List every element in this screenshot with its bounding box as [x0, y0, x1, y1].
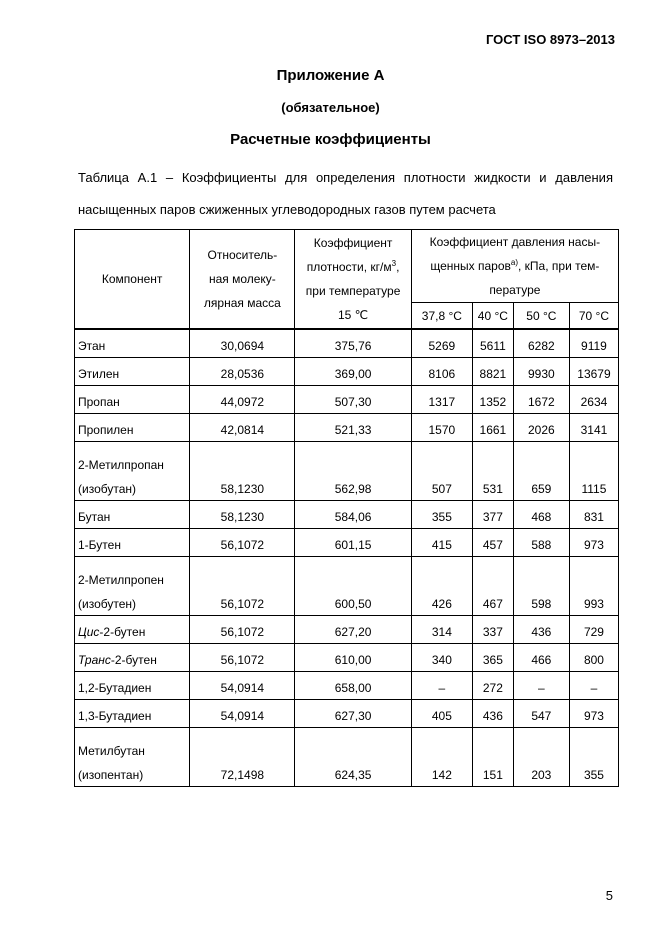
appendix-title: Приложение А — [276, 67, 385, 84]
density-value: 521,33 — [295, 413, 411, 441]
pressure-37-8: 426 — [411, 556, 472, 615]
component-name: Пропилен — [75, 413, 190, 441]
pressure-37-8: 355 — [411, 500, 472, 528]
molar-mass-value: 72,1498 — [190, 727, 295, 786]
pressure-70: 1115 — [569, 441, 618, 500]
pressure-40: 151 — [472, 727, 513, 786]
pressure-37-8: – — [411, 671, 472, 699]
pressure-70: 3141 — [569, 413, 618, 441]
table-row — [75, 500, 619, 528]
density-value: 627,20 — [295, 615, 411, 643]
molar-mass-value: 54,0914 — [190, 699, 295, 727]
table-row — [75, 528, 619, 556]
header-temp-37-8: 37,8 °C — [411, 303, 472, 330]
header-density: Коэффициент плотности, $кг/м^3$, при температуре 15 ℃ — [295, 230, 411, 330]
table-row — [75, 615, 619, 643]
header-temp-50: 50 °C — [513, 303, 569, 330]
header-temp-40: 40 °C — [472, 303, 513, 330]
pressure-37-8: 340 — [411, 643, 472, 671]
pressure-37-8: 1570 — [411, 413, 472, 441]
pressure-50: 659 — [513, 441, 569, 500]
component-name: 1,3-Бутадиен — [75, 699, 190, 727]
table-row — [75, 699, 619, 727]
pressure-50: 9930 — [513, 357, 569, 385]
header-temp-70: 70 °C — [569, 303, 618, 330]
table-row — [75, 357, 619, 385]
molar-mass-value: 56,1072 — [190, 615, 295, 643]
component-name: Транс-2-бутен — [75, 643, 190, 671]
pressure-70: 973 — [569, 699, 618, 727]
molar-mass-value: 30,0694 — [190, 329, 295, 357]
pressure-37-8: 142 — [411, 727, 472, 786]
pressure-37-8: 507 — [411, 441, 472, 500]
page-number: 5 — [605, 888, 613, 903]
appendix-status: (обязательное) — [281, 100, 380, 115]
table-row — [75, 441, 619, 500]
header-vapor-pressure: Коэффициент давления насы-щенных паров$^{а)}$, кПа, при тем-пературе — [411, 230, 618, 303]
table-row — [75, 413, 619, 441]
component-name: 1-Бутен — [75, 528, 190, 556]
table-row — [75, 671, 619, 699]
pressure-50: 598 — [513, 556, 569, 615]
density-value: 507,30 — [295, 385, 411, 413]
pressure-70: 973 — [569, 528, 618, 556]
coefficients-table — [74, 229, 619, 787]
pressure-50: 588 — [513, 528, 569, 556]
pressure-40: 467 — [472, 556, 513, 615]
pressure-37-8: 405 — [411, 699, 472, 727]
pressure-40: 1352 — [472, 385, 513, 413]
density-value: 601,15 — [295, 528, 411, 556]
molar-mass-value: 56,1072 — [190, 643, 295, 671]
density-value: 658,00 — [295, 671, 411, 699]
pressure-37-8: 5269 — [411, 329, 472, 357]
pressure-70: 831 — [569, 500, 618, 528]
table-row — [75, 329, 619, 357]
table-caption-line-2: насыщенных паров сжиженных углеводородных газов путем расчета — [78, 202, 496, 217]
pressure-37-8: 415 — [411, 528, 472, 556]
table-row — [75, 385, 619, 413]
header-component: Компонент — [75, 230, 190, 330]
density-value: 627,30 — [295, 699, 411, 727]
component-name: Цис-2-бутен — [75, 615, 190, 643]
standard-identifier: ГОСТ ISO 8973–2013 — [485, 32, 615, 47]
pressure-40: 1661 — [472, 413, 513, 441]
component-name: 1,2-Бутадиен — [75, 671, 190, 699]
pressure-50: 547 — [513, 699, 569, 727]
density-value: 600,50 — [295, 556, 411, 615]
pressure-50: 2026 — [513, 413, 569, 441]
pressure-50: 6282 — [513, 329, 569, 357]
pressure-70: – — [569, 671, 618, 699]
pressure-37-8: 8106 — [411, 357, 472, 385]
pressure-40: 457 — [472, 528, 513, 556]
molar-mass-value: 58,1230 — [190, 441, 295, 500]
pressure-40: 531 — [472, 441, 513, 500]
pressure-40: 5611 — [472, 329, 513, 357]
pressure-40: 337 — [472, 615, 513, 643]
molar-mass-value: 56,1072 — [190, 528, 295, 556]
component-name: Метилбутан (изопентан) — [75, 727, 190, 786]
pressure-50: 203 — [513, 727, 569, 786]
pressure-40: 365 — [472, 643, 513, 671]
table-row — [75, 727, 619, 786]
density-value: 562,98 — [295, 441, 411, 500]
pressure-50: 436 — [513, 615, 569, 643]
component-name: 2-Метилпропан (изобутан) — [75, 441, 190, 500]
density-value: 624,35 — [295, 727, 411, 786]
pressure-70: 993 — [569, 556, 618, 615]
molar-mass-value: 56,1072 — [190, 556, 295, 615]
header-molar-mass: Относитель- ная молеку- лярная масса — [190, 230, 295, 330]
pressure-70: 2634 — [569, 385, 618, 413]
section-title: Расчетные коэффициенты — [230, 131, 431, 148]
molar-mass-value: 44,0972 — [190, 385, 295, 413]
pressure-70: 9119 — [569, 329, 618, 357]
pressure-70: 355 — [569, 727, 618, 786]
pressure-50: – — [513, 671, 569, 699]
density-value: 369,00 — [295, 357, 411, 385]
pressure-50: 1672 — [513, 385, 569, 413]
pressure-37-8: 314 — [411, 615, 472, 643]
pressure-50: 466 — [513, 643, 569, 671]
component-name: 2-Метилпропен (изобутен) — [75, 556, 190, 615]
component-name: Пропан — [75, 385, 190, 413]
molar-mass-value: 42,0814 — [190, 413, 295, 441]
component-name: Этан — [75, 329, 190, 357]
molar-mass-value: 28,0536 — [190, 357, 295, 385]
pressure-40: 272 — [472, 671, 513, 699]
component-name: Бутан — [75, 500, 190, 528]
molar-mass-value: 58,1230 — [190, 500, 295, 528]
density-value: 584,06 — [295, 500, 411, 528]
pressure-37-8: 1317 — [411, 385, 472, 413]
pressure-40: 377 — [472, 500, 513, 528]
table-caption-line-1: Таблица А.1 – Коэффициенты для определения плотности жидкости и давления — [78, 170, 613, 185]
molar-mass-value: 54,0914 — [190, 671, 295, 699]
pressure-40: 436 — [472, 699, 513, 727]
density-value: 375,76 — [295, 329, 411, 357]
table-row — [75, 643, 619, 671]
density-value: 610,00 — [295, 643, 411, 671]
pressure-70: 729 — [569, 615, 618, 643]
pressure-40: 8821 — [472, 357, 513, 385]
component-name: Этилен — [75, 357, 190, 385]
pressure-70: 13679 — [569, 357, 618, 385]
table-row — [75, 556, 619, 615]
pressure-50: 468 — [513, 500, 569, 528]
pressure-70: 800 — [569, 643, 618, 671]
